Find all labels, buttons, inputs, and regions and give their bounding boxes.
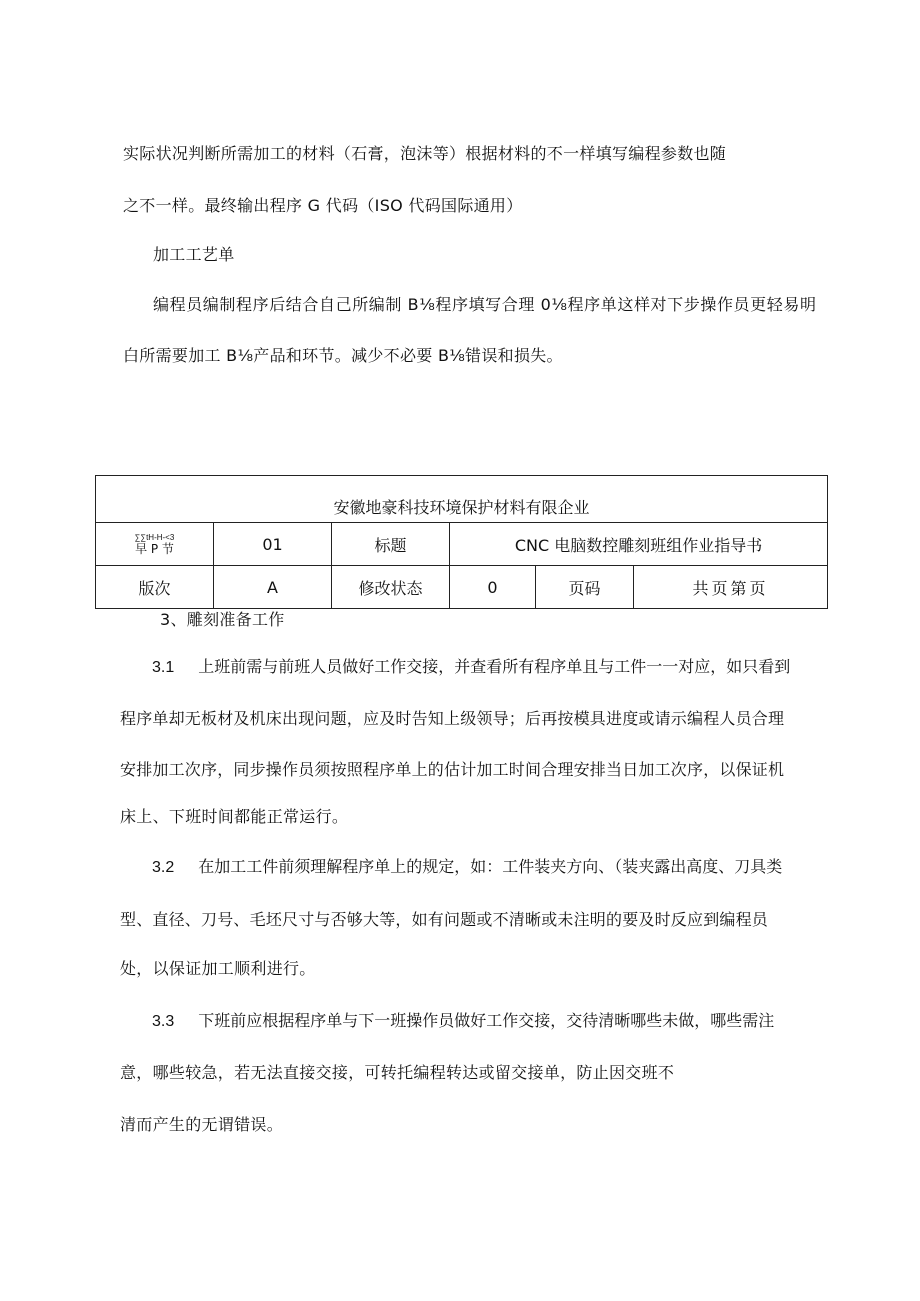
item-3-3-number: 3.3 (152, 1013, 175, 1030)
section-heading: 3、雕刻准备工作 (160, 610, 285, 629)
item-3-1-text-1: 上班前需与前班人员做好工作交接，并查看所有程序单且与工件一一对应，如只看到 (198, 657, 791, 676)
section-number-label (96, 523, 214, 566)
item-3-3-line-1 (152, 1010, 774, 1033)
item-3-1-line-2: 程序单却无板材及机床出现问题，应及时告知上级领导；后再按模具进度或请示编程人员合理 (120, 709, 785, 728)
item-3-2-text-1: 在加工工件前须理解程序单上的规定，如：工件装夹方向、（装夹露出高度、刀具类 (198, 857, 783, 876)
item-3-3-line-3: 清而产生的无谓错误。 (120, 1115, 284, 1134)
intro-paragraph-1-line-2: 之不一样。最终输出程序 G 代码（ISO 代码国际通用） (123, 196, 523, 215)
page-label: 页码 (536, 566, 634, 609)
item-3-1-line-3: 安排加工次序，同步操作员须按照程序单上的估计加工时间合理安排当日加工次序，以保证机 (120, 760, 785, 779)
intro-paragraph-2-line-2: 白所需要加工 B⅛产品和环节。减少不必要 B⅛错误和损失。 (123, 346, 563, 365)
edition-value: A (214, 566, 332, 609)
page-value: 共页第页 (634, 566, 828, 609)
company-name: 安徽地豪科技环境保护材料有限企业 (96, 476, 828, 523)
item-3-3-text-1: 下班前应根据程序单与下一班操作员做好工作交接，交待清晰哪些未做，哪些需注 (198, 1011, 775, 1030)
process-sheet-heading: 加工工艺单 (153, 245, 235, 264)
title-label: 标题 (332, 523, 450, 566)
item-3-2-line-1 (152, 856, 782, 879)
item-3-2-number: 3.2 (152, 859, 175, 876)
document-header-table (95, 475, 828, 609)
title-value: CNC 电脑数控雕刻班组作业指导书 (450, 523, 828, 566)
revision-value: 0 (450, 566, 536, 609)
intro-paragraph-1-line-1: 实际状况判断所需加工的材料（石膏，泡沫等）根据材料的不一样填写编程参数也随 (123, 144, 727, 163)
edition-label: 版次 (96, 566, 214, 609)
section-number-label-bottom: 早 P 节 (135, 541, 174, 556)
section-number-label-top: ∑∑tH-H-<3 (134, 532, 175, 542)
intro-paragraph-2-line-1: 编程员编制程序后结合自己所编制 B⅛程序填写合理 0⅛程序单这样对下步操作员更轻易明 (153, 295, 817, 314)
item-3-1-line-1 (152, 656, 790, 679)
item-3-1-line-4: 床上、下班时间都能正常运行。 (120, 807, 349, 826)
revision-label: 修改状态 (332, 566, 450, 609)
item-3-2-line-2: 型、直径、刀号、毛坯尺寸与否够大等，如有问题或不清晰或未注明的要及时反应到编程员 (120, 910, 769, 929)
item-3-2-line-3: 处，以保证加工顺利进行。 (120, 959, 316, 978)
item-3-3-line-2: 意，哪些较急，若无法直接交接，可转托编程转达或留交接单，防止因交班不 (120, 1063, 675, 1082)
section-number-value: 01 (214, 523, 332, 566)
item-3-1-number: 3.1 (152, 659, 175, 676)
